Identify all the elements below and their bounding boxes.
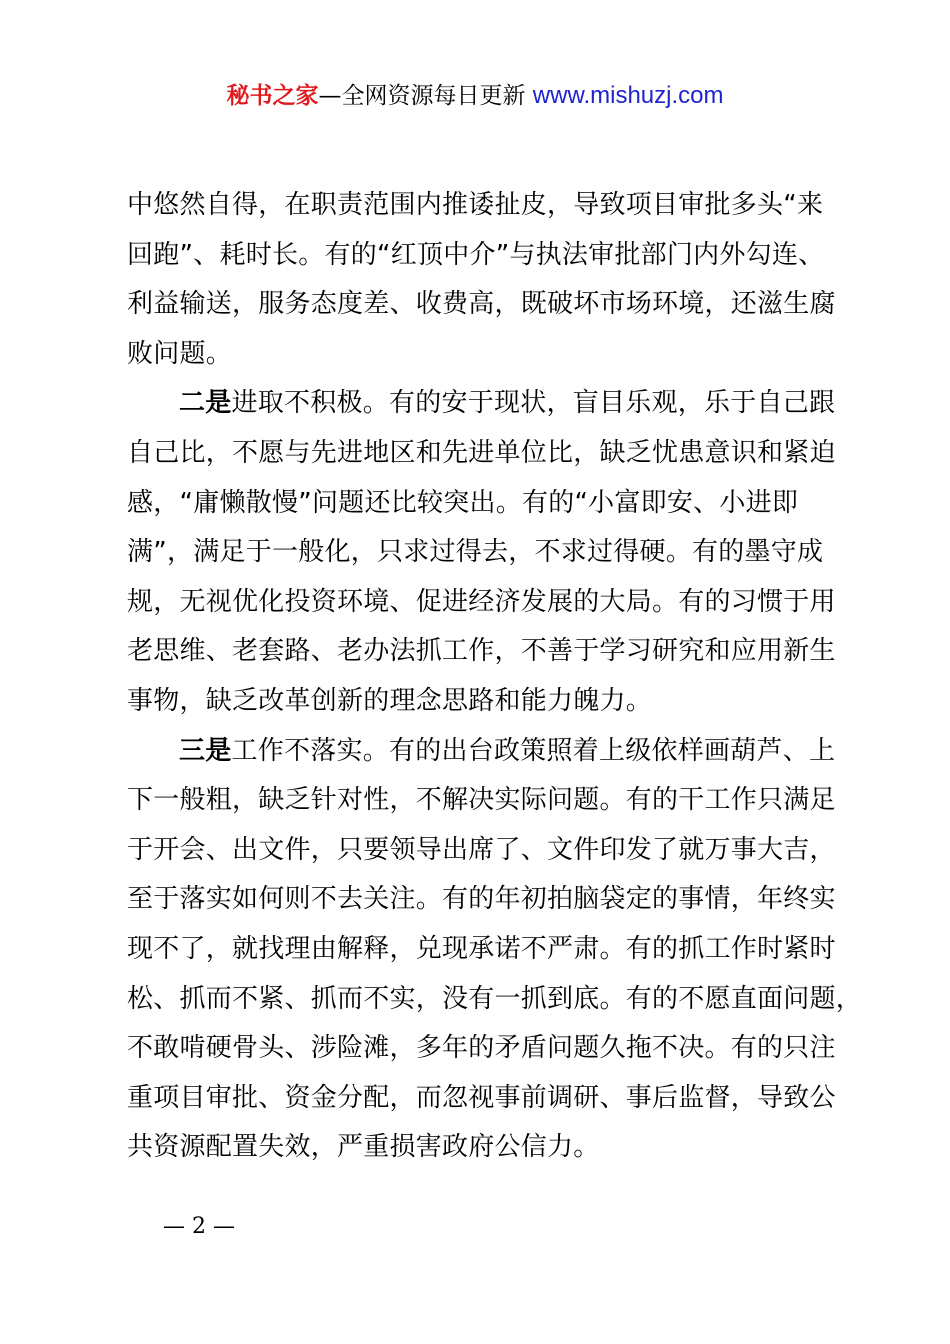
text-line: 满”，满足于一般化，只求过得去，不求过得硬。有的墨守成	[127, 537, 824, 568]
text-line: 感，“庸懒散慢”问题还比较突出。有的“小富即安、小进即	[127, 487, 799, 518]
page-number: — 2 —	[163, 1214, 235, 1239]
site-header	[0, 80, 950, 112]
text-line: 不敢啃硬骨头、涉险滩，多年的矛盾问题久拖不决。有的只注	[127, 1033, 836, 1064]
paragraph-point-three	[127, 727, 863, 1173]
text-line: 中悠然自得，在职责范围内推诿扯皮，导致项目审批多头“来	[127, 190, 824, 220]
site-url-link[interactable]: www.mishuzj.com	[532, 82, 724, 109]
text-line: 事物，缺乏改革创新的理念思路和能力魄力。	[127, 685, 653, 716]
text-line: 现不了，就找理由解释，兑现承诺不严肃。有的抓工作时紧时	[127, 933, 836, 964]
point-lead: 三是	[179, 735, 232, 766]
site-tagline: —全网资源每日更新	[318, 83, 526, 109]
text-line: 重项目审批、资金分配，而忽视事前调研、事后监督，导致公	[127, 1082, 836, 1113]
text-line: 松、抓而不紧、抓而不实，没有一抓到底。有的不愿直面问题，	[127, 983, 863, 1014]
point-lead: 二是	[179, 388, 232, 419]
site-brand: 秘书之家	[226, 83, 319, 109]
text-line: 回跑”、耗时长。有的“红顶中介”与执法审批部门内外勾连、	[127, 239, 825, 270]
text-line: 自己比，不愿与先进地区和先进单位比，缺乏忧患意识和紧迫	[127, 437, 836, 468]
paragraph-point-two	[127, 379, 837, 726]
text-line: 败问题。	[127, 338, 233, 369]
text-line: 至于落实如何则不去关注。有的年初拍脑袋定的事情，年终实	[127, 884, 836, 915]
text-line: 老思维、老套路、老办法抓工作，不善于学习研究和应用新生	[127, 636, 836, 667]
text-line: 规，无视优化投资环境、促进经济发展的大局。有的习惯于用	[127, 586, 836, 617]
text-line: 下一般粗，缺乏针对性，不解决实际问题。有的干工作只满足	[127, 785, 836, 816]
text-run: 进取不积极。有的安于现状，盲目乐观，乐于自己跟	[231, 388, 836, 419]
text-line-first	[127, 727, 837, 777]
text-run: 工作不落实。有的出台政策照着上级依样画葫芦、上	[231, 735, 836, 766]
text-line-first	[127, 379, 837, 429]
text-line: 利益输送，服务态度差、收费高，既破坏市场环境，还滋生腐	[127, 289, 836, 320]
document-body	[127, 181, 863, 1173]
paragraph-continued	[127, 181, 837, 379]
text-line: 共资源配置失效，严重损害政府公信力。	[127, 1132, 600, 1163]
text-line: 于开会、出文件，只要领导出席了、文件印发了就万事大吉，	[127, 834, 836, 865]
